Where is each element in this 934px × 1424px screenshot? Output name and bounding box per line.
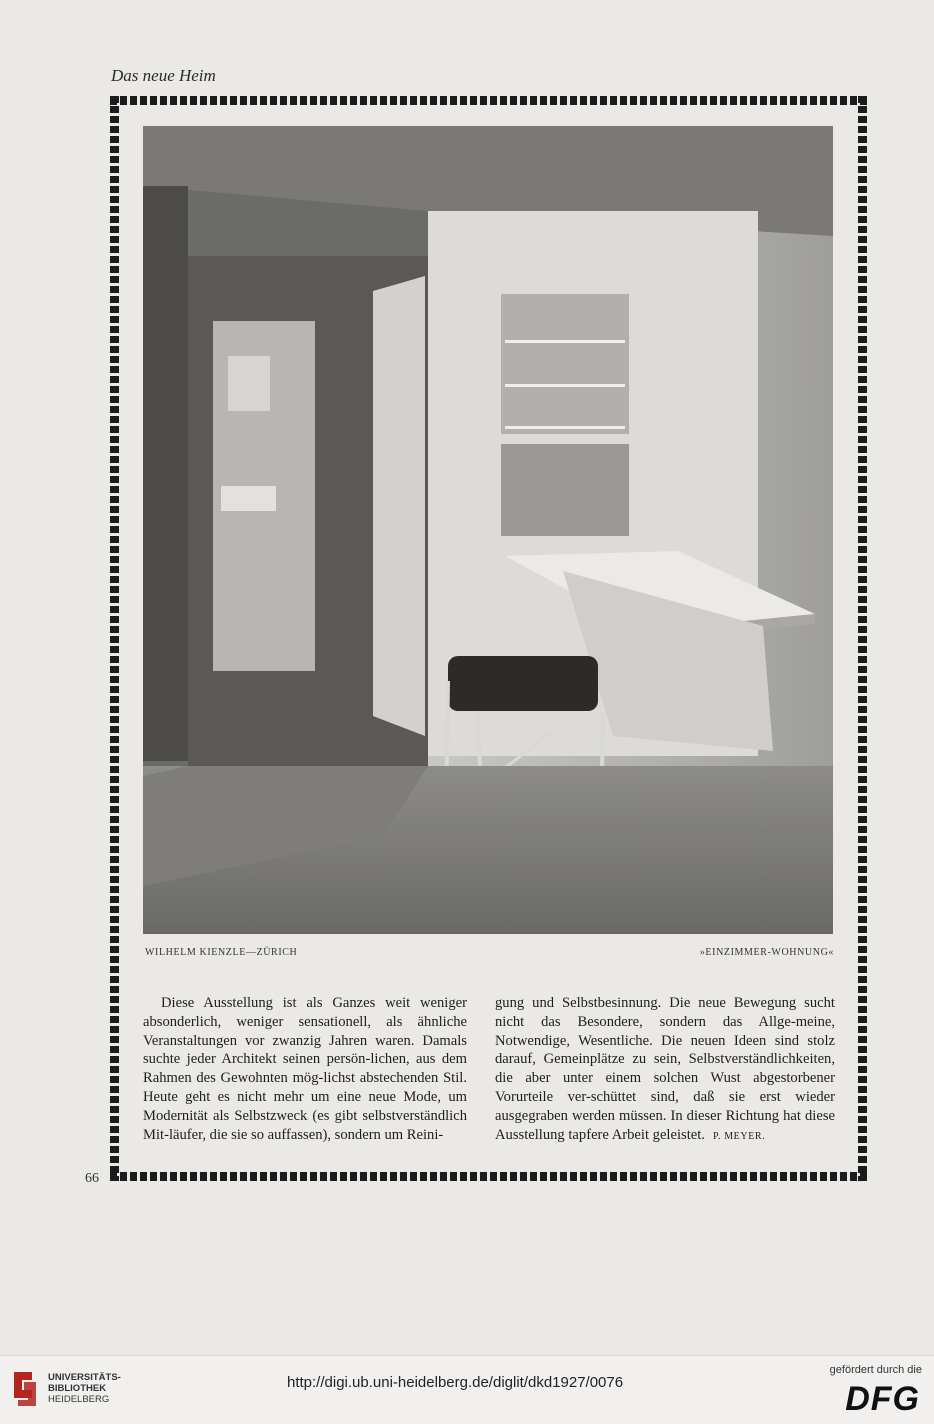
- article-right-text: gung und Selbstbesinnung. Die neue Bewegung sucht nicht das Besondere, sondern das Allge-meine, Notwendige, Wesentliche. Die neuen Ideen sind stolz darauf, Gemeinplätze zu sein, Selbstverständlichkeiten, die aber unter einem solchen Wust abgestorbener Vorurteile ver-schüttet sind, daß sie erst wieder ausgegraben werden müssen. In dieser Richtung hat diese Ausstellung tapfere Arbeit geleistet.: [495, 995, 835, 1143]
- library-name: UNIVERSITÄTS- BIBLIOTHEK HEIDELBERG: [48, 1372, 121, 1405]
- border-top: [110, 96, 867, 105]
- border-left: [110, 96, 119, 1181]
- article-author: P. MEYER.: [712, 1130, 766, 1142]
- interior-photograph-drawing: [143, 126, 833, 934]
- article-left-column: Diese Ausstellung ist als Ganzes weit weniger absonderlich, weniger sensationell, als ähnliche Veranstaltungen vor zwanzig Jahren waren. Damals suchte jeder Architekt seinen persön-lichen, aus dem Rahmen des Gewohnten mög-lichst abstechenden Stil. Heute geht es nicht mehr um eine neue Mode, um Modernität als Selbstzweck (es gibt selbstverständlich Mit-läufer, die sie so auffassen), sondern um Reini-: [143, 995, 467, 1143]
- running-head: Das neue Heim: [111, 66, 216, 85]
- library-logo-icon: [10, 1368, 38, 1408]
- interior-photograph: [143, 126, 833, 934]
- border-right: [858, 96, 867, 1181]
- article-right-column: [495, 994, 835, 1146]
- photo-credit: WILHELM KIENZLE—ZÜRICH: [145, 947, 298, 958]
- photo-title: »EINZIMMER-WOHNUNG«: [699, 947, 834, 958]
- page-number: 66: [85, 1171, 99, 1186]
- dfg-logo: DFG: [845, 1380, 920, 1418]
- digital-library-footer: [0, 1355, 934, 1424]
- border-bottom: [110, 1172, 867, 1181]
- funding-note: gefördert durch die: [829, 1364, 922, 1376]
- permalink-url[interactable]: http://digi.ub.uni-heidelberg.de/diglit/dkd1927/0076: [287, 1374, 624, 1391]
